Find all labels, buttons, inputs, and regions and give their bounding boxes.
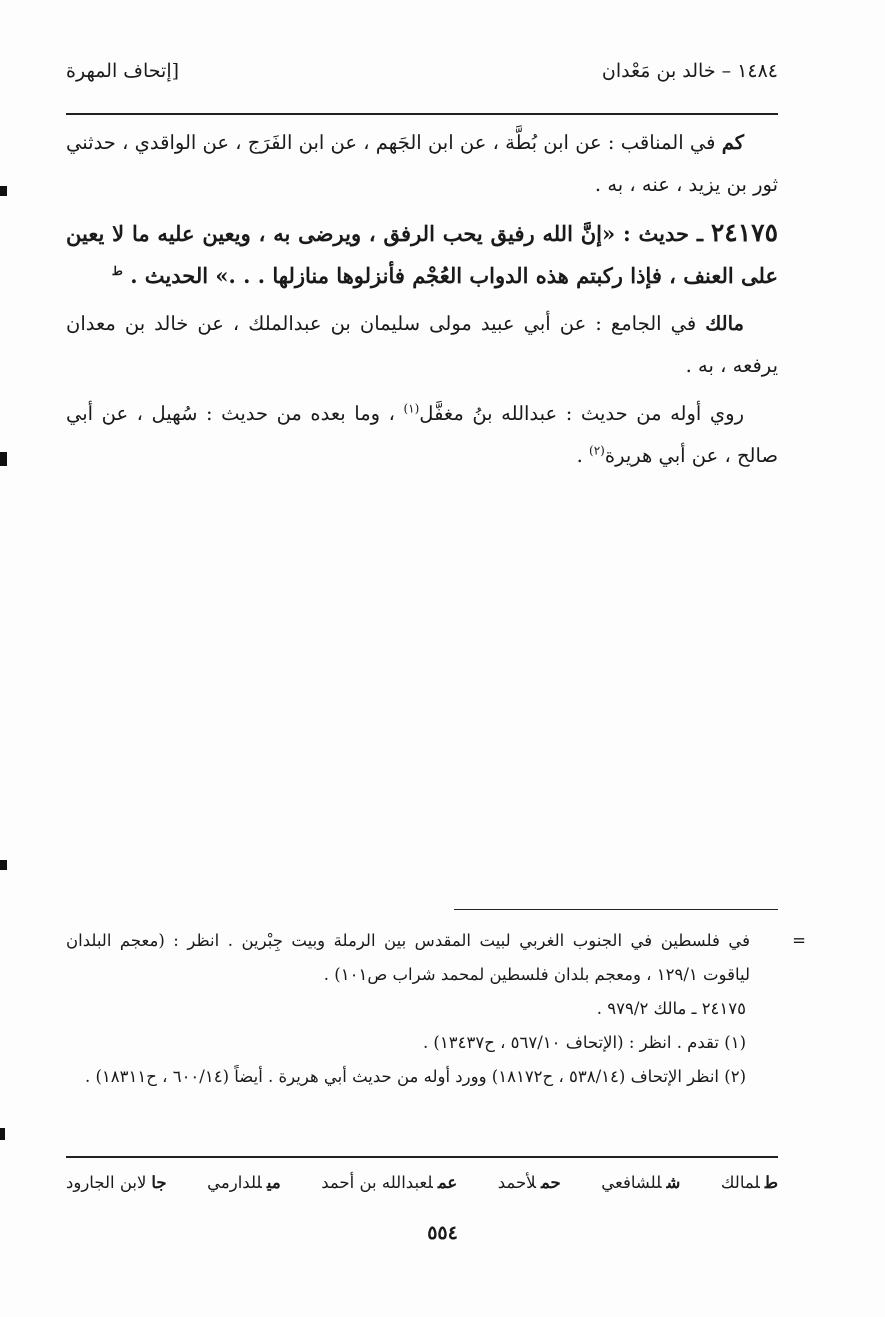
legend-rule xyxy=(66,1156,778,1158)
book-title: [إتحاف المهرة xyxy=(66,60,180,82)
legend-item: عملعبدالله بن أحمد xyxy=(321,1173,458,1192)
source-code: كم xyxy=(721,131,744,154)
legend-item: ميللدارمي xyxy=(207,1173,281,1192)
legend-item: حملأحمد xyxy=(497,1173,561,1192)
paragraph-manaqib xyxy=(66,122,778,206)
scan-edge-mark xyxy=(0,1128,5,1140)
paragraph-text: في الجامع : عن أبي عبيد مولى سليمان بن عبدالملك ، عن خالد بن معدان يرفعه ، به . xyxy=(66,312,778,377)
footnotes xyxy=(66,924,806,1094)
hadith-number: ٢٤١٧٥ xyxy=(710,218,778,247)
paragraph-malik xyxy=(66,303,778,387)
footnote-2: (٢) انظر الإتحاف (٥٣٨/١٤ ، ح١٨١٧٢) وورد أوله من حديث أبي هريرة . أيضاً (٦٠٠/١٤ ، ح١٨٣١١) . xyxy=(84,1067,746,1086)
footnote-ref-1: (١) xyxy=(403,401,420,416)
footnote-hadith: ٢٤١٧٥ ـ مالك ٩٧٩/٢ . xyxy=(596,999,746,1018)
continuation-mark: = xyxy=(792,931,806,950)
running-header xyxy=(66,60,778,100)
paragraph-ruwiya xyxy=(66,393,778,477)
hadith-text: «إنَّ الله رفيق يحب الرفق ، ويرضى به ، ويعين عليه ما لا يعين على العنف ، فإذا ركبتم هذه الدواب العُجْم فأنزلوها منازلها . . .» الحديث . xyxy=(66,221,778,288)
paragraph-text: في المناقب : عن ابن بُطَّة ، عن ابن الجَهم ، عن ابن الفَرَج ، عن الواقدي ، حدثني ثور بن يزيد ، عنه ، به . xyxy=(66,131,778,196)
abbreviation-legend xyxy=(66,1168,778,1198)
source-code: مالك xyxy=(705,312,744,335)
page-number: ٥٥٤ xyxy=(427,1222,458,1244)
paragraph-text: روي أوله من حديث : عبدالله بنُ مغفَّل xyxy=(419,402,744,425)
legend-item: جالابن الجارود xyxy=(66,1173,167,1192)
hadith-entry xyxy=(66,212,778,297)
footnote-ref-2: (٢) xyxy=(589,443,605,458)
paragraph-text: ، وما بعده من حديث : سُهيل ، عن أبي صالح ، عن أبي هريرة xyxy=(66,402,778,467)
scan-edge-mark xyxy=(0,860,7,870)
legend-item: طلمالك xyxy=(720,1173,778,1192)
legend-item: شللشافعي xyxy=(601,1173,681,1192)
paragraph-text: . xyxy=(576,444,590,467)
main-text xyxy=(66,122,778,483)
scan-edge-mark xyxy=(0,452,7,466)
footnote-1: (١) تقدم . انظر : (الإتحاف ٥٦٧/١٠ ، ح١٣٤٣٧) . xyxy=(422,1033,746,1052)
hadith-label: ـ حديث : xyxy=(622,221,704,246)
footnote-rule xyxy=(454,909,778,910)
scan-edge-mark xyxy=(0,186,7,196)
header-rule xyxy=(66,113,778,115)
chapter-title: ١٤٨٤ – خالد بن مَعْدان xyxy=(601,60,778,82)
source-marker: ط xyxy=(111,264,123,278)
footnote-continuation: = في فلسطين في الجنوب الغربي لبيت المقدس بين الرملة وبيت جِبْرين . انظر : (معجم البلدان لياقوت ١٢٩/١ ، ومعجم بلدان فلسطين لمحمد شراب ص١٠١) . xyxy=(66,924,778,992)
